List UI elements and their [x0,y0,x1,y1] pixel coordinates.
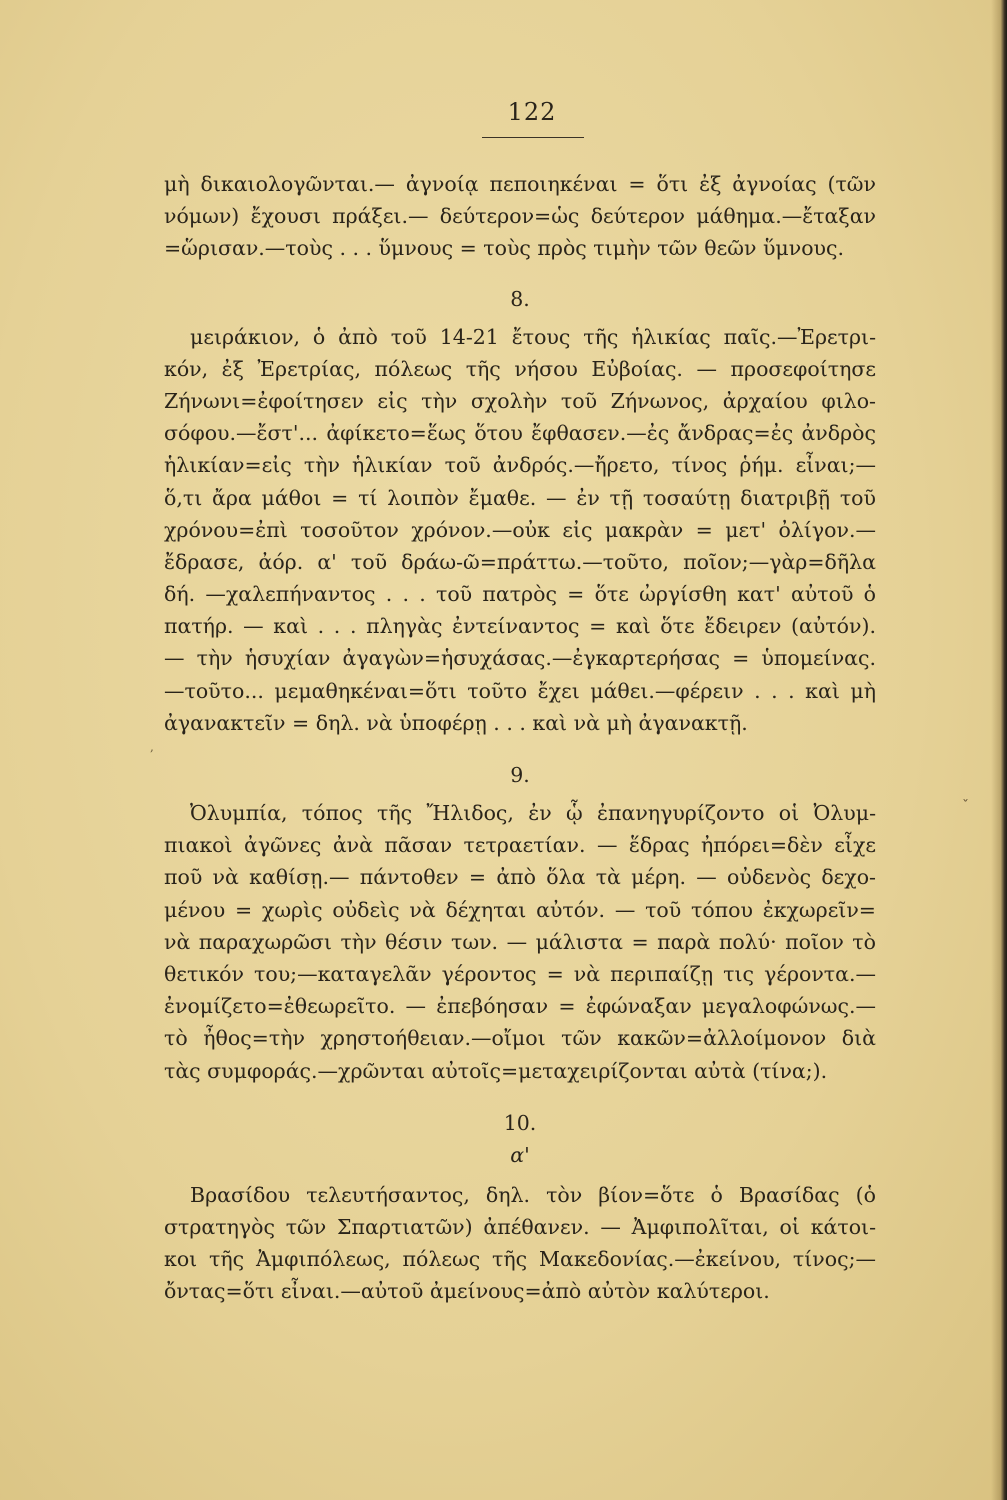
text-line: νὰ παραχωρῶσι τὴν θέσιν των. — μάλιστα = παρὰ πολύ· ποῖον τὸ [164,929,876,954]
text-line: ἀγανακτεῖν = δηλ. νὰ ὑποφέρῃ . . . καὶ νὰ μὴ ἀγανακτῇ. [164,710,748,735]
section-heading: 9. [510,763,530,787]
text-line: μειράκιον, ὁ ἀπὸ τοῦ 14-21 ἔτους τῆς ἡλικίας παῖς.—Ἐρετρι- [190,324,876,349]
text-line: κοι τῆς Ἀμφιπόλεως, πόλεως τῆς Μακεδονίας.—ἐκείνου, τίνος;— [164,1247,876,1272]
page-edge-shadow [991,0,1007,1500]
text-line: ἐνομίζετο=ἐθεωρεῖτο. — ἐπεβόησαν = ἐφώναξαν μεγαλοφώνως.— [164,994,876,1019]
section-8 [164,283,876,739]
text-line: ὅ,τι ἄρα μάθοι = τί λοιπὸν ἔμαθε. — ἐν τῇ τοσαύτῃ διατριβῇ τοῦ [164,485,876,510]
text-line: χρόνου=ἐπὶ τοσοῦτον χρόνον.—οὐκ εἰς μακρὰν = μετ' ὀλίγον.— [164,517,876,542]
section-continuation [164,168,876,265]
section-heading: 10. [503,1110,537,1135]
section-9 [164,759,876,1087]
text-line: πιακοὶ ἀγῶνες ἀνὰ πᾶσαν τετραετίαν. — ἕδρας ἠπόρει=δὲν εἶχε [164,833,876,858]
text-line: σόφου.—ἔστ'... ἀφίκετο=ἕως ὅτου ἔφθασεν.—ἐς ἄνδρας=ἐς ἀνδρὸς [164,421,876,446]
page-number: 122 [507,98,557,126]
text-line: στρατηγὸς τῶν Σπαρτιατῶν) ἀπέθανεν. — Ἀμφιπολῖται, οἱ κάτοι- [164,1214,876,1239]
text-line: ποῦ νὰ καθίσῃ.— πάντοθεν = ἀπὸ ὅλα τὰ μέρη. — οὐδενὸς δεχο- [164,865,876,890]
text-line: πατήρ. — καὶ . . . πληγὰς ἐντείναντος = καὶ ὅτε ἔδειρεν (αὐτόν). [164,614,876,639]
paper-speck: , [150,740,154,754]
text-line: τὰς συμφοράς.—χρῶνται αὐτοῖς=μεταχειρίζονται αὐτὰ (τίνα;). [164,1058,828,1083]
text-line: — τὴν ἡσυχίαν ἀγαγὼν=ἡσυχάσας.—ἐγκαρτερήσας = ὑπομείνας. [164,646,876,671]
text-line: νόμων) ἔχουσι πράξει.— δεύτερον=ὡς δεύτερον μάθημα.—ἔταξαν [164,204,876,229]
page-number-rule [482,137,584,138]
paper-speck: ˇ [962,798,969,814]
section-subheading: α' [510,1142,530,1167]
text-line: μένου = χωρὶς οὐδεὶς νὰ δέχηται αὐτόν. — τοῦ τόπου ἐκχωρεῖν= [164,897,876,922]
page-body [164,168,876,1307]
text-line: Ὀλυμπία, τόπος τῆς Ἤλιδος, ἐν ᾧ ἐπανηγυρίζοντο οἱ Ὀλυμ- [190,801,876,825]
text-line: ἔδρασε, ἀόρ. α' τοῦ δράω-ῶ=πράττω.—τοῦτο, ποῖον;—γὰρ=δῆλα [164,549,876,574]
text-line: Ζήνωνι=ἐφοίτησεν εἰς τὴν σχολὴν τοῦ Ζήνωνος, ἀρχαίου φιλο- [164,388,876,413]
text-line: Βρασίδου τελευτήσαντος, δηλ. τὸν βίον=ὅτε ὁ Βρασίδας (ὁ [190,1182,876,1207]
text-line: ὄντας=ὅτι εἶναι.—αὐτοῦ ἀμείνους=ἀπὸ αὐτὸν καλύτεροι. [164,1279,770,1304]
text-line: τὸ ἦθος=τὴν χρηστοήθειαν.—οἴμοι τῶν κακῶν=ἀλλοίμονον διὰ [164,1026,876,1051]
text-line: θετικόν του;—καταγελᾶν γέροντος = νὰ περιπαίζῃ τις γέροντα.— [164,961,876,986]
text-line: μὴ δικαιολογῶνται.— ἀγνοίᾳ πεποιηκέναι = ὅτι ἐξ ἀγνοίας (τῶν [164,172,876,196]
section-10 [164,1107,876,1308]
text-line: ἡλικίαν=εἰς τὴν ἡλικίαν τοῦ ἀνδρός.—ἤρετο, τίνος ῥήμ. εἶναι;— [164,453,876,478]
text-line: =ὥρισαν.—τοὺς . . . ὕμνους = τοὺς πρὸς τιμὴν τῶν θεῶν ὕμνους. [164,236,844,261]
text-line: κόν, ἐξ Ἐρετρίας, πόλεως τῆς νήσου Εὐβοίας. — προσεφοίτησε [164,356,876,381]
text-line: —τοῦτο... μεμαθηκέναι=ὅτι τοῦτο ἔχει μάθει.—φέρειν . . . καὶ μὴ [164,678,876,703]
text-line: δή. —χαλεπήναντος . . . τοῦ πατρὸς = ὅτε ὠργίσθη κατ' αὐτοῦ ὁ [164,582,876,607]
section-heading: 8. [510,286,530,311]
